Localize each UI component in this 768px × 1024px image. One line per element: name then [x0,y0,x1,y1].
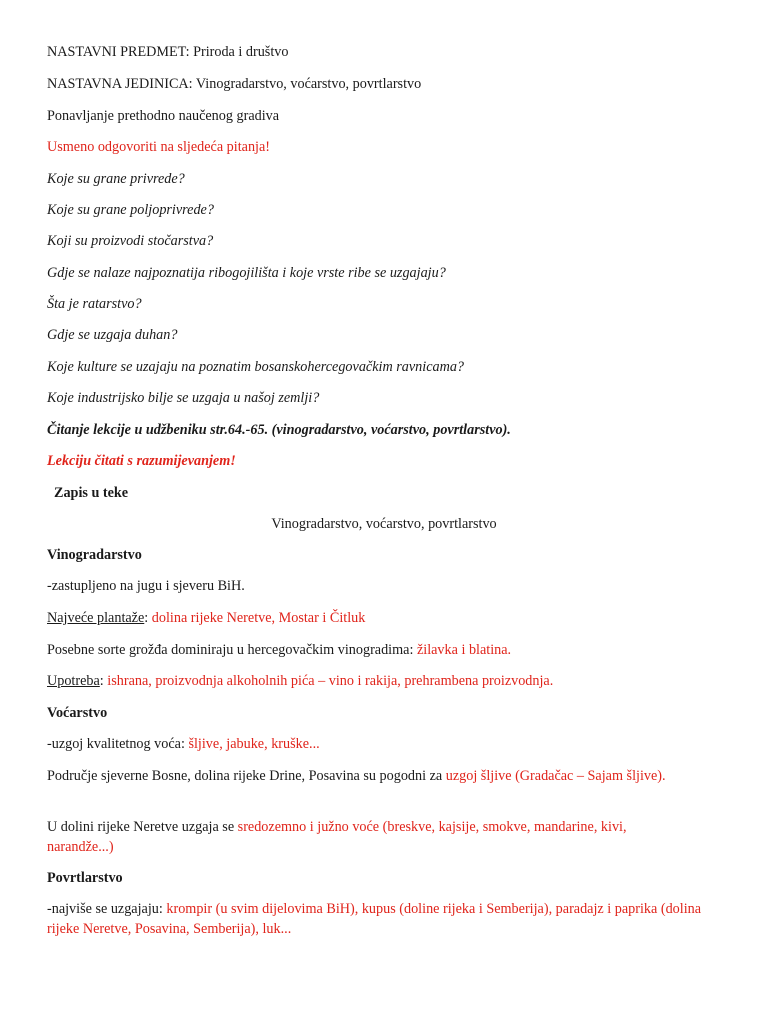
question-1: Koje su grane privrede? [47,171,185,187]
voc-line-1-text: -uzgoj kvalitetnog voća: [47,736,189,752]
voc-line-3-value: sredozemno i južno voće (breskve, kajsije, smokve, mandarine, kivi, narandže...) [47,819,627,855]
voc-heading: Voćarstvo [47,705,108,721]
povr-heading: Povrtlarstvo [47,870,123,886]
question-8: Koje industrijsko bilje se uzgaja u našoj zemlji? [47,390,320,406]
question-6: Gdje se uzgaja duhan? [47,327,178,343]
voc-line-2-value: uzgoj šljive (Gradačac – Sajam šljive). [445,768,666,784]
povr-line-1 [47,899,728,939]
vino-use [47,671,728,691]
vino-line-1: -zastupljeno na jugu i sjeveru BiH. [47,578,245,594]
vino-sorts [47,640,728,660]
voc-line-3 [47,817,696,857]
unit-line: NASTAVNA JEDINICA: Vinogradarstvo, voćarstvo, povrtlarstvo [47,76,422,92]
voc-line-2-text: Područje sjeverne Bosne, dolina rijeke Drine, Posavina su pogodni za [47,768,446,784]
voc-line-2 [47,766,696,786]
sorts-text: Posebne sorte grožđa dominiraju u hercegovačkim vinogradima: [47,642,417,658]
sorts-value: žilavka i blatina. [416,642,512,658]
voc-line-3-text: U dolini rijeke Neretve uzgaja se [47,819,238,835]
reading-instruction: Čitanje lekcije u udžbeniku str.64.-65. (vinogradarstvo, voćarstvo, povrtlarstvo). [47,422,511,438]
plantations-sep: : [144,610,152,626]
povr-line-1-value: krompir (u svim dijelovima BiH), kupus (doline rijeka i Semberija), paradajz i paprika (dolina rijeke Neretve, Posavina, Semberija), luk... [47,901,702,937]
review-line: Ponavljanje prethodno naučenog gradiva [47,108,280,124]
use-sep: : [99,673,108,689]
plantations-value: dolina rijeke Neretve, Mostar i Čitluk [151,610,366,626]
povr-line-1-text: -najviše se uzgajaju: [47,901,167,917]
notes-title: Vinogradarstvo, voćarstvo, povrtlarstvo [271,516,497,532]
plantations-label: Najveće plantaže [47,610,145,626]
notes-heading: Zapis u teke [54,485,129,501]
question-7: Koje kulture se uzajaju na poznatim bosanskohercegovačkim ravnicama? [47,359,465,375]
use-label: Upotreba [47,673,100,689]
vino-heading: Vinogradarstvo [47,547,142,563]
voc-line-1-value: šljive, jabuke, kruške... [188,736,320,752]
question-2: Koje su grane poljoprivrede? [47,202,214,218]
question-5: Šta je ratarstvo? [47,296,142,312]
subject-line: NASTAVNI PREDMET: Priroda i društvo [47,44,289,60]
vino-plantations [47,608,728,628]
question-3: Koji su proizvodi stočarstva? [47,233,214,249]
oral-instruction: Usmeno odgovoriti na sljedeća pitanja! [47,139,270,155]
question-4: Gdje se nalaze najpoznatija ribogojilišta i koje vrste ribe se uzgajaju? [47,265,446,281]
reading-note: Lekciju čitati s razumijevanjem! [47,453,236,469]
voc-line-1 [47,734,728,754]
use-value: ishrana, proizvodnja alkoholnih pića – vino i rakija, prehrambena proizvodnja. [107,673,554,689]
